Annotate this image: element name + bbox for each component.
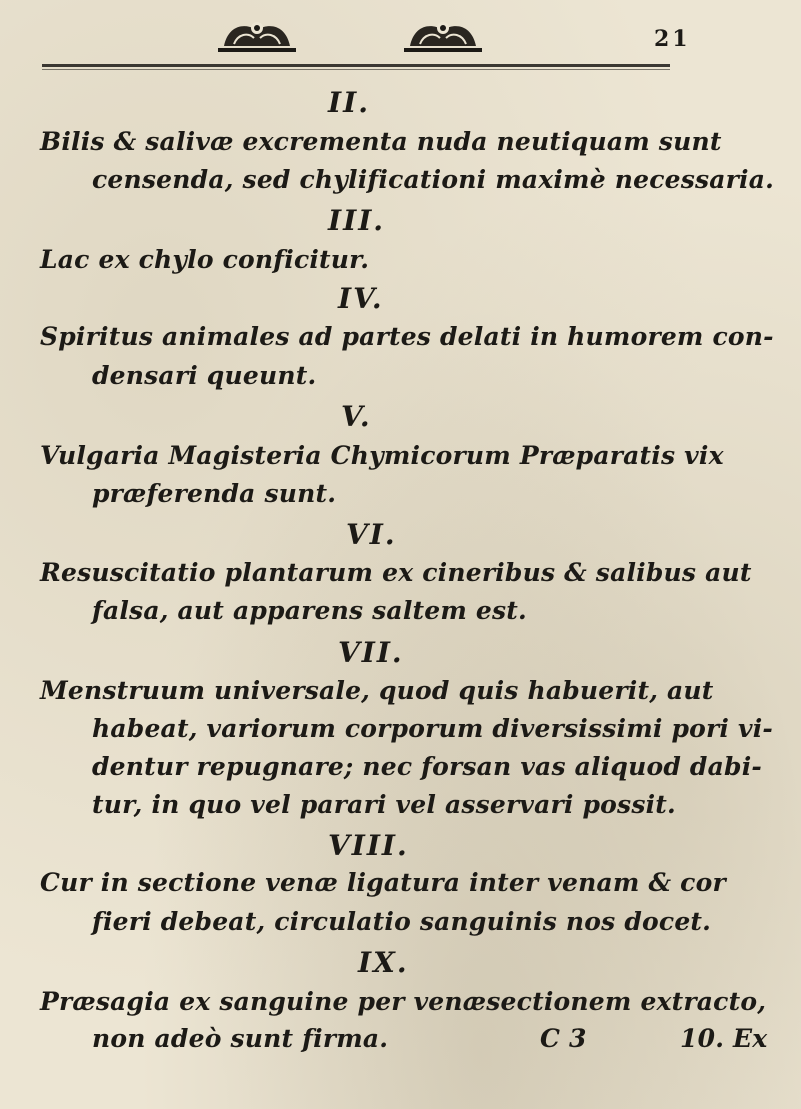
thesis-line: habeat, variorum corporum diversissimi pori vi- [92, 714, 773, 743]
thesis-line: dentur repugnare; nec forsan vas aliquod dabi- [92, 752, 762, 781]
thesis-numeral: VII. [338, 636, 404, 669]
thesis-line: Spiritus animales ad partes delati in humorem con- [40, 322, 774, 351]
thesis-line: Resuscitatio plantarum ex cineribus & salibus aut [40, 558, 752, 587]
thesis-line: Menstruum universale, quod quis habuerit, aut [40, 676, 714, 705]
thesis-line: Lac ex chylo conficitur. [40, 245, 370, 274]
thesis-numeral: II. [328, 86, 370, 119]
thesis-numeral: III. [328, 204, 386, 237]
thesis-line: Vulgaria Magisteria Chymicorum Præparatis vix [40, 441, 724, 470]
thesis-numeral: VIII. [328, 829, 409, 862]
thesis-line: non adeò sunt firma. [92, 1024, 389, 1053]
thesis-line: præferenda sunt. [92, 479, 337, 508]
thesis-numeral: VI. [346, 518, 397, 551]
thesis-line: Præsagia ex sanguine per venæsectionem extracto, [40, 987, 767, 1016]
thesis-line: censenda, sed chylificationi maximè necessaria. [92, 165, 775, 194]
ornament-fleuron-left [214, 16, 300, 56]
thesis-line: falsa, aut apparens saltem est. [92, 596, 527, 625]
thesis-line: Cur in sectione venæ ligatura inter venam & cor [40, 868, 726, 897]
thesis-line: tur, in quo vel parari vel asservari possit. [92, 790, 676, 819]
header-rule [42, 64, 670, 67]
thesis-line: fieri debeat, circulatio sanguinis nos docet. [92, 907, 712, 936]
thesis-numeral: V. [341, 400, 372, 433]
ornament-fleuron-right [400, 16, 486, 56]
thesis-numeral: IV. [338, 282, 384, 315]
thesis-line: Bilis & salivæ excrementa nuda neutiquam sunt [40, 127, 722, 156]
catchword: 10. Ex [680, 1024, 768, 1053]
page-number: 21 [654, 26, 691, 52]
signature-mark: C 3 [540, 1024, 587, 1053]
thesis-numeral: IX. [358, 946, 409, 979]
header-rule-thin [42, 69, 670, 70]
thesis-line: densari queunt. [92, 361, 317, 390]
